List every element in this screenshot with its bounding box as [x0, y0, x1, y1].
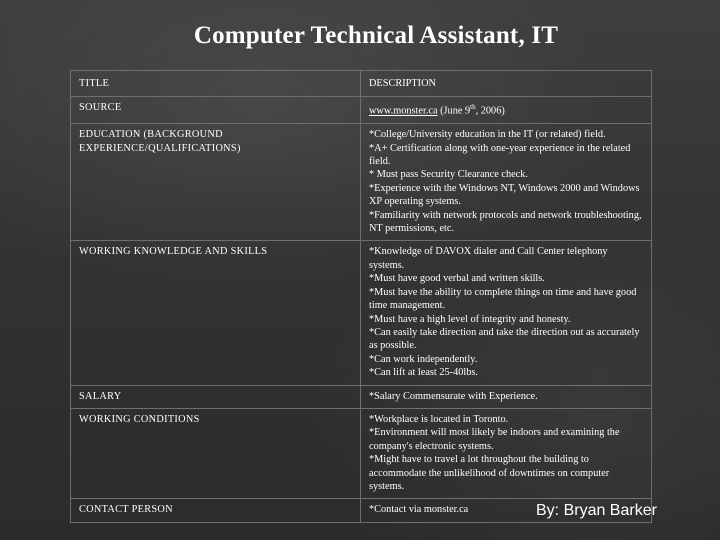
table-row-education	[71, 124, 652, 241]
row-description-skills: *Knowledge of DAVOX dialer and Call Center telephony systems. *Must have good verbal and written skills. *Must have the ability to complete things on time and have good time management. *Must have a high level of integrity and honesty. *Can easily take direction and take the direction out as accurately as possible. *Can work independently. *Can lift at least 25-40lbs.	[361, 241, 652, 385]
row-label-working-conditions: WORKING CONDITIONS	[71, 408, 361, 498]
row-description-contact: *Contact via monster.ca	[361, 499, 652, 522]
page-title: Computer Technical Assistant, IT	[193, 22, 559, 49]
source-date-suffix: , 2006)	[475, 105, 505, 117]
row-label-education: EDUCATION (BACKGROUND EXPERIENCE/QUALIFICATIONS)	[71, 124, 361, 241]
row-label-source: SOURCE	[71, 97, 361, 124]
row-description-source	[361, 97, 652, 124]
table-row-working-conditions	[71, 408, 652, 498]
source-link[interactable]: www.monster.ca	[369, 105, 438, 117]
job-info-table	[70, 70, 652, 523]
source-date-sup: th	[470, 103, 476, 112]
row-label-contact: CONTACT PERSON	[71, 499, 361, 522]
row-label-salary: SALARY	[71, 385, 361, 408]
table-row-salary	[71, 385, 652, 408]
table-row-source	[71, 97, 652, 124]
source-date-prefix: (June 9	[437, 105, 471, 117]
row-description-working-conditions: *Workplace is located in Toronto. *Environment will most likely be indoors and examining the company's electronic systems. *Might have to travel a lot throughout the building to accommodate the unlikelihood of downtimes on computer systems.	[361, 408, 652, 498]
row-description-salary: *Salary Commensurate with Experience.	[361, 385, 652, 408]
table-header-row	[71, 71, 652, 97]
column-header-description: DESCRIPTION	[361, 71, 652, 97]
row-label-skills: WORKING KNOWLEDGE AND SKILLS	[71, 241, 361, 385]
row-description-education: *College/University education in the IT (or related) field. *A+ Certification along with one-year experience in the related field. * Must pass Security Clearance check. *Experience with the Windows NT, Windows 2000 and Windows XP operating systems. *Familiarity with network protocols and network troubleshooting, NT permissions, etc.	[361, 124, 652, 241]
author-credit: By: Bryan Barker	[536, 502, 657, 519]
table-row-skills	[71, 241, 652, 385]
column-header-title: TITLE	[71, 71, 361, 97]
